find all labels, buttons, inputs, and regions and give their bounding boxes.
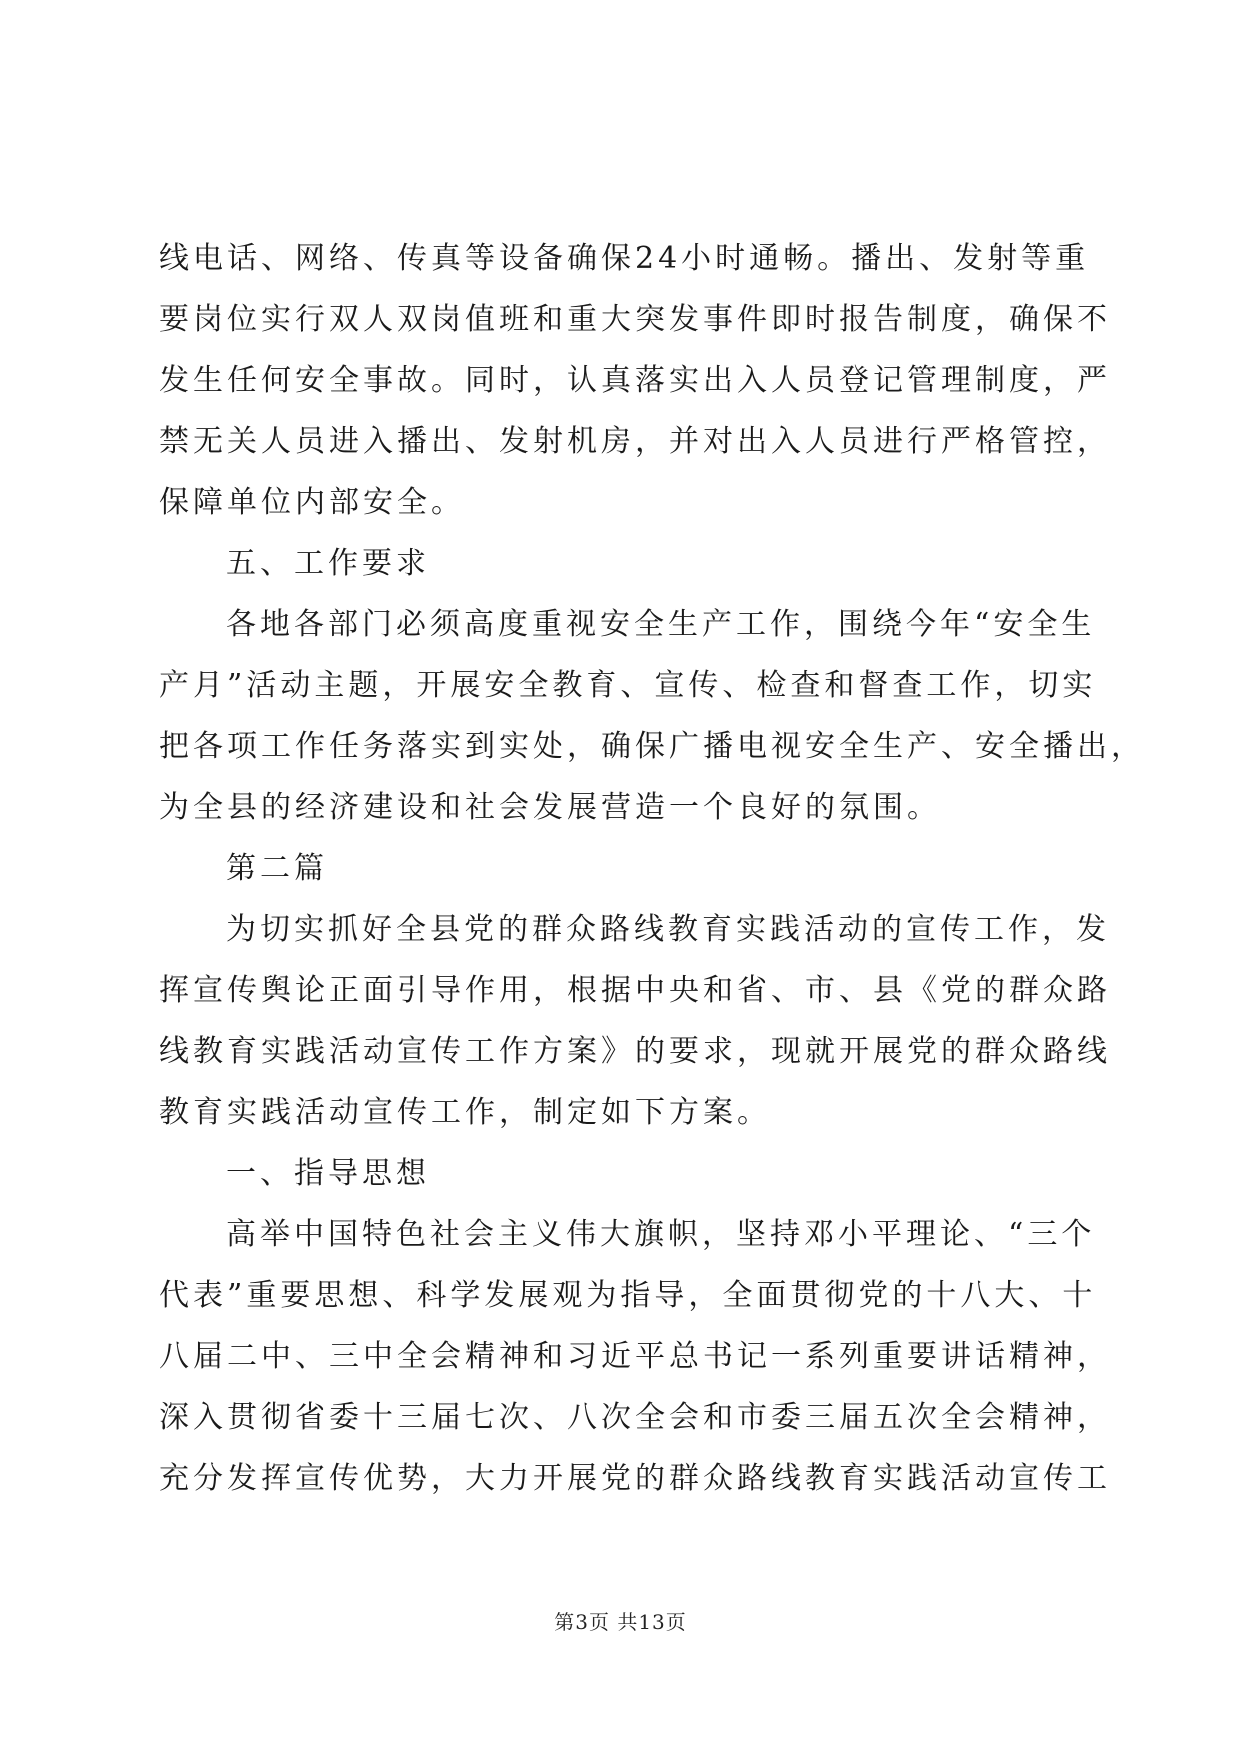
document-body — [159, 228, 1145, 1509]
text-line: 第二篇 — [226, 851, 328, 886]
text-line: 保障单位内部安全。 — [159, 485, 465, 520]
text-line: 为全县的经济建设和社会发展营造一个良好的氛围。 — [159, 790, 941, 825]
text-line: 代表”重要思想、科学发展观为指导，全面贯彻党的十八大、十 — [159, 1278, 1097, 1313]
text-line: 发生任何安全事故。同时，认真落实出入人员登记管理制度，严 — [159, 363, 1111, 398]
text-line: 各地各部门必须高度重视安全生产工作，围绕今年“安全生 — [226, 607, 1096, 642]
text-line: 挥宣传舆论正面引导作用，根据中央和省、市、县《党的群众路 — [159, 973, 1111, 1008]
page-footer: 第3页 共13页 — [554, 1610, 687, 1634]
text-line: 为切实抓好全县党的群众路线教育实践活动的宣传工作，发 — [226, 912, 1110, 947]
text-line: 高举中国特色社会主义伟大旗帜，坚持邓小平理论、“三个 — [226, 1217, 1096, 1252]
text-line: 线电话、网络、传真等设备确保24小时通畅。播出、发射等重 — [159, 241, 1090, 276]
text-line: 八届二中、三中全会精神和习近平总书记一系列重要讲话精神， — [159, 1339, 1111, 1374]
text-line: 深入贯彻省委十三届七次、八次全会和市委三届五次全会精神， — [159, 1400, 1111, 1435]
text-line: 要岗位实行双人双岗值班和重大突发事件即时报告制度，确保不 — [159, 302, 1111, 337]
text-line: 教育实践活动宣传工作，制定如下方案。 — [159, 1095, 771, 1130]
text-line: 把各项工作任务落实到实处，确保广播电视安全生产、安全播出， — [159, 729, 1145, 764]
text-line: 五、工作要求 — [226, 546, 430, 581]
text-line: 充分发挥宣传优势，大力开展党的群众路线教育实践活动宣传工 — [159, 1461, 1111, 1496]
text-line: 禁无关人员进入播出、发射机房，并对出入人员进行严格管控， — [159, 424, 1111, 459]
text-line: 一、指导思想 — [226, 1156, 430, 1191]
text-line: 线教育实践活动宣传工作方案》的要求，现就开展党的群众路线 — [159, 1034, 1111, 1069]
text-line: 产月”活动主题，开展安全教育、宣传、检查和督查工作，切实 — [159, 668, 1097, 703]
